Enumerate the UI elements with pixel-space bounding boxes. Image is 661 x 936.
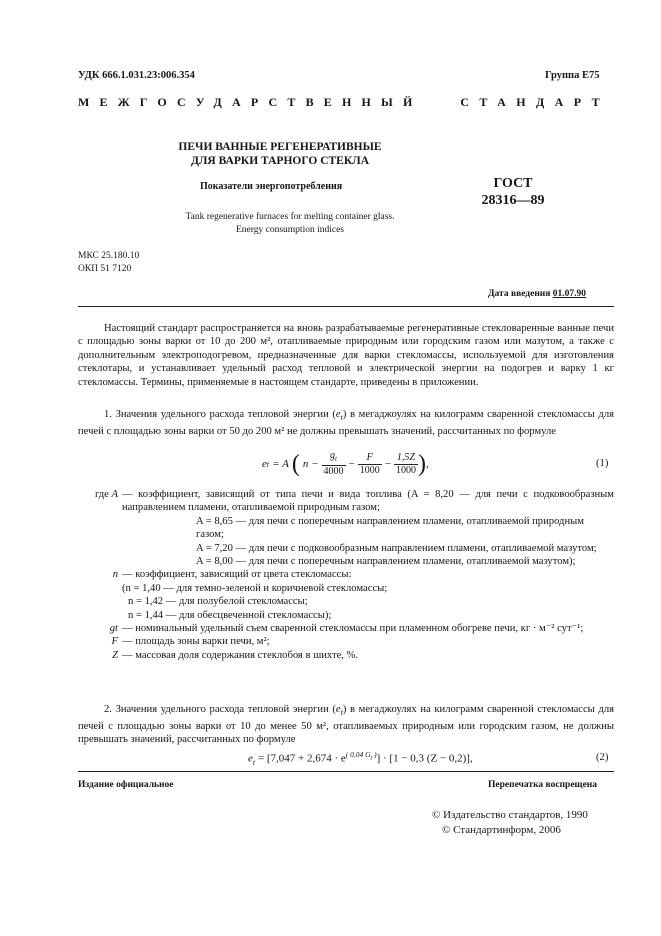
legend-a-symbol: A <box>111 489 118 500</box>
legend-g-text: — номинальный удельный съем сваренной стекломассы при пламенном обогреве печи, кг · м⁻² сут⁻¹; <box>122 623 584 635</box>
legend-n2: n = 1,42 — для полубелой стекломассы; <box>128 596 308 608</box>
clause-2-text-a: 2. Значения удельного расхода тепловой энергии ( <box>104 704 336 715</box>
legend-z-symbol: Z <box>112 649 118 661</box>
legend-n-symbol: n <box>112 569 118 581</box>
formula-1-open-paren: ( <box>291 451 300 477</box>
gost-label: ГОСТ <box>493 176 533 191</box>
title-line-2: ДЛЯ ВАРКИ ТАРНОГО СТЕКЛА <box>190 155 370 167</box>
clause-2-subscript: t <box>340 708 343 718</box>
formula-2-exp: ( 0,04 G <box>345 750 371 759</box>
legend-f-text: — площадь зоны варки печи, м²; <box>122 636 270 648</box>
formula-1-minus-2: − <box>384 458 391 470</box>
gost-number: 28316—89 <box>481 193 545 208</box>
clause-1-text-b: ) в мегаджоулях на килограмм сваренной стекломассы для печей с площадью зоны варки от 50 до 200 м² не должны превышать значений, рассчитанных по формуле <box>78 409 614 437</box>
date-value: 01.07.90 <box>552 289 587 299</box>
frac-g-den: 4000 <box>323 466 344 477</box>
legend-row-g <box>78 622 614 635</box>
banner-right: СТАНДАРТ <box>460 95 610 109</box>
formula-1-frac-f <box>358 452 382 477</box>
formula-2-lhs-sub: t <box>252 757 256 767</box>
formula-2-exp-sub: t <box>370 755 373 762</box>
document-subtitle: Показатели энергопотребления <box>200 181 343 192</box>
legend-row-a <box>78 488 614 515</box>
introduction-date <box>488 289 586 299</box>
formula-1-frac-g <box>322 450 346 478</box>
formula-1 <box>262 449 429 479</box>
formula-1-tail: , <box>425 458 429 470</box>
english-line-2: Energy consumption indices <box>235 225 344 235</box>
formula-1-n: n − <box>302 458 319 470</box>
formula-2-lhs: e <box>248 752 253 765</box>
reprint-label: Перепечатка воспрещена <box>488 780 598 790</box>
frac-f-den: 1000 <box>359 464 380 476</box>
legend-g-symbol: gt <box>109 623 118 635</box>
legend-where: где <box>94 489 109 500</box>
legend-n3: n = 1,44 — для обесцвеченной стекломассы); <box>128 609 332 621</box>
standard-banner <box>78 95 610 110</box>
bottom-divider <box>78 771 614 772</box>
formula-1-lhs-sub: t <box>266 459 270 469</box>
legend-f-symbol: F <box>111 636 118 648</box>
banner-left: МЕЖГОСУДАРСТВЕННЫЙ <box>78 95 423 109</box>
clause-1-text-a: 1. Значения удельного расхода тепловой энергии ( <box>104 409 336 420</box>
legend-row-n <box>78 568 614 581</box>
legend-a2: A = 8,65 — для печи с поперечным направлением пламени, отапливаемой природным газом; <box>196 515 584 541</box>
formula-2-number: (2) <box>596 752 609 763</box>
legend-a-text: — коэффициент, зависящий от типа печи и вида топлива (A = 8,20 — для печи с подковообразным направлением пламени, отапливаемой природным газом; <box>122 489 614 514</box>
top-divider <box>78 306 614 307</box>
formula-2-exp-close: ) <box>372 750 377 759</box>
legend-a3: A = 7,20 — для печи с подковообразным направлением пламени, отапливаемой мазутом; <box>196 542 597 554</box>
legend-n-text: — коэффициент, зависящий от цвета стекломассы: <box>122 569 352 581</box>
copyright-1990: © Издательство стандартов, 1990 <box>432 809 588 821</box>
english-line-1: Tank regenerative furnaces for melting container glass. <box>185 212 395 222</box>
copyright-2006: © Стандартинформ, 2006 <box>442 824 561 836</box>
group-code: Группа Е75 <box>545 70 600 81</box>
formula-1-frac-z <box>394 452 418 477</box>
english-title <box>145 211 435 237</box>
legend-row-f <box>78 635 614 648</box>
clause-2 <box>78 703 614 746</box>
formula-2-rest: ] · [1 − 0,3 (Z − 0,2)], <box>376 752 473 765</box>
date-label: Дата введения <box>488 289 551 299</box>
formula-2-rhs: = [7,047 + 2,674 · e <box>257 752 346 765</box>
frac-g-num: g <box>330 450 336 461</box>
clause-2-symbol: e <box>335 704 341 715</box>
mks-code: МКС 25.180.10 <box>78 251 140 261</box>
clause-1-symbol: e <box>335 409 341 420</box>
frac-z-den: 1000 <box>395 464 416 476</box>
clause-1-subscript: t <box>340 413 343 423</box>
frac-f-num: F <box>358 452 382 465</box>
formula-2 <box>248 750 473 767</box>
formula-1-minus-1: − <box>348 458 355 470</box>
frac-z-num: 1,5Z <box>394 452 418 465</box>
formula-1-close-paren: ) <box>417 451 426 477</box>
formula-legend <box>78 488 614 662</box>
intro-paragraph <box>78 322 614 389</box>
intro-text: Настоящий стандарт распространяется на вновь разрабатываемые регенеративные стекловаренные ванные печи с площадью зоны варки от 10 до 200 м², отапливаемые природным или городским газом или мазутом, а также с дополнительным электроподогревом, предназначенные для варки стекломассы, используемой для изготовления стеклотары, и устанавливает удельный расход тепловой и электрической энергии на подогрев и варку 1 кг стекломассы. Термины, применяемые в настоящем стандарте, приведены в приложении. <box>78 323 614 388</box>
clause-2-text-b: ) в мегаджоулях на килограмм сваренной стекломассы для печей с площадью зоны варки от 10 до менее 50 м², отапливаемых природным или городским газом, не должны превышать значений, рассчитанных по формуле <box>78 704 614 745</box>
formula-1-eq: = A <box>272 458 289 470</box>
formula-1-lhs: e <box>262 458 267 470</box>
document-title <box>150 140 410 168</box>
gost-block <box>468 175 558 209</box>
legend-n1: (n = 1,40 — для темно-зеленой и коричневой стекломассы; <box>122 582 388 594</box>
edition-label: Издание официальное <box>78 780 174 790</box>
legend-z-text: — массовая доля содержания стеклобоя в шихте, %. <box>122 649 359 661</box>
clause-1 <box>78 408 614 438</box>
title-line-1: ПЕЧИ ВАННЫЕ РЕГЕНЕРАТИВНЫЕ <box>178 141 382 153</box>
udk-code: УДК 666.1.031.23:006.354 <box>78 70 195 81</box>
legend-row-z <box>78 649 614 662</box>
okp-code: ОКП 51 7120 <box>78 264 132 274</box>
classifiers <box>78 250 139 276</box>
legend-a4: A = 8,00 — для печи с поперечным направлением пламени, отапливаемой мазутом); <box>196 556 576 568</box>
frac-g-num-sub: t <box>335 455 337 463</box>
formula-1-number: (1) <box>596 458 609 469</box>
